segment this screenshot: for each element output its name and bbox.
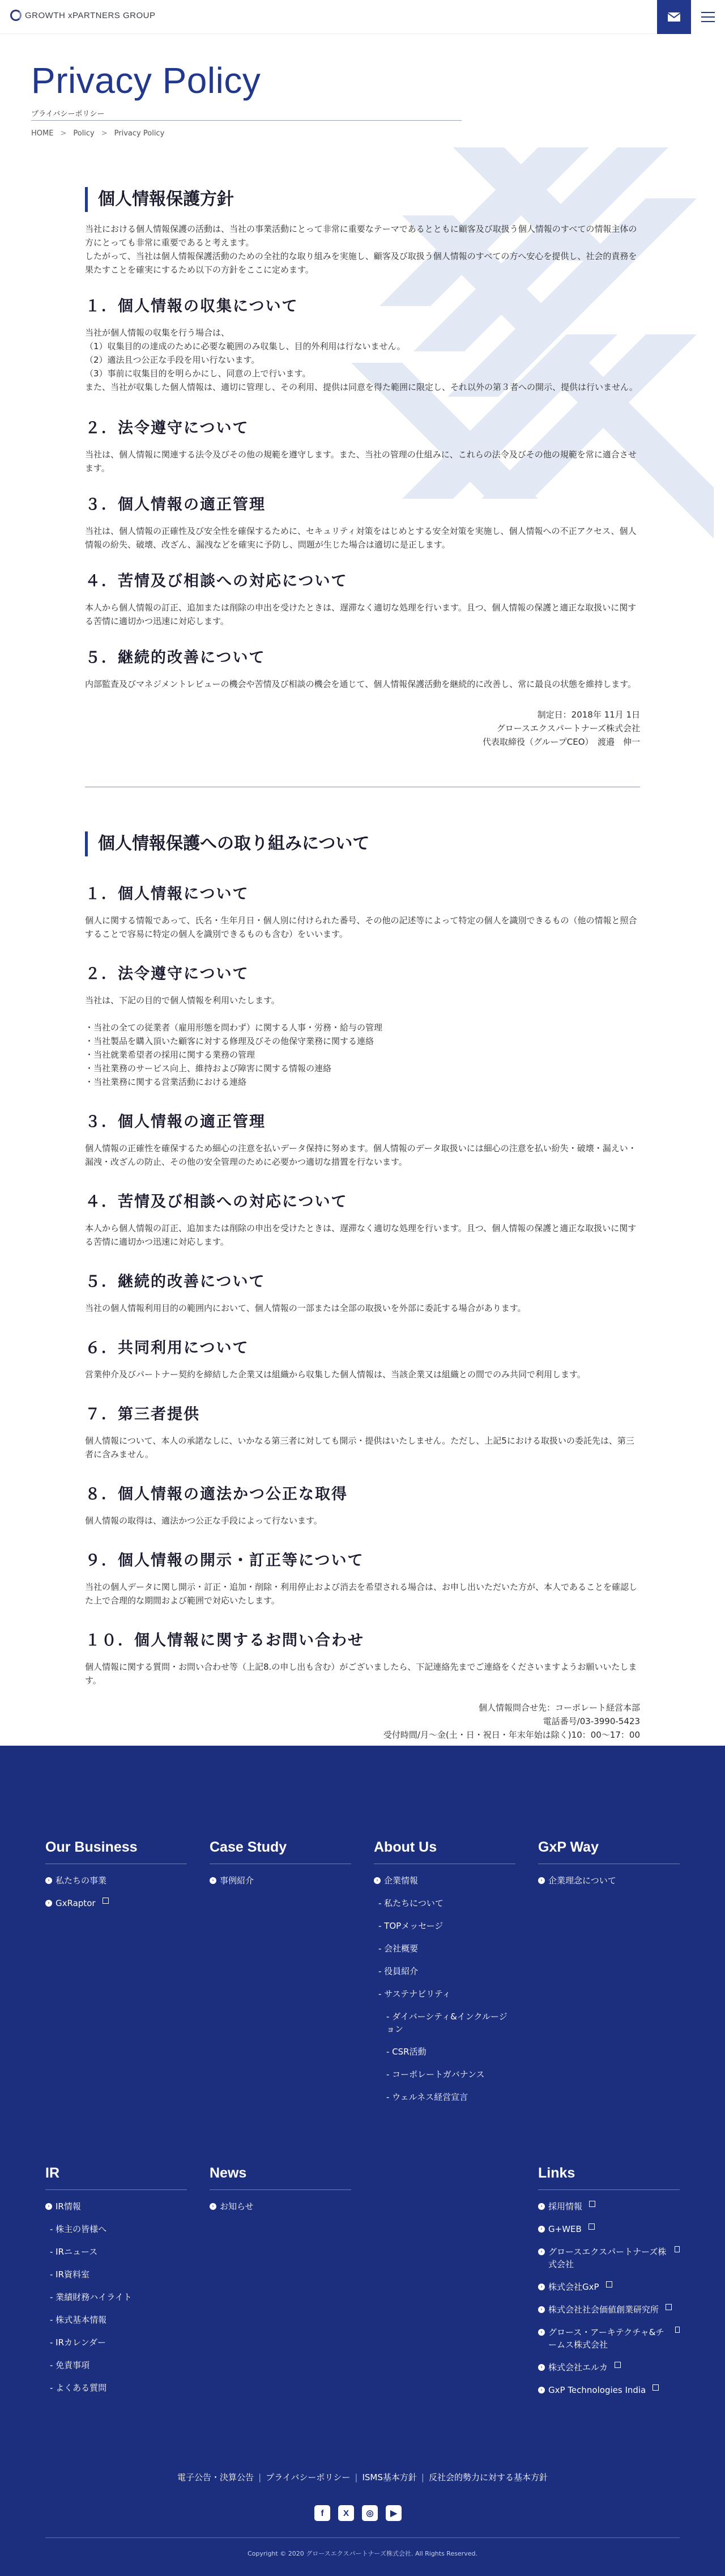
policy-intro bbox=[85, 222, 640, 277]
external-link-icon bbox=[606, 2281, 612, 2288]
footer-col-title: Our Business bbox=[45, 1839, 187, 1864]
footer-link[interactable] bbox=[45, 1874, 187, 1887]
footer-sublink[interactable]: - IRニュース bbox=[50, 2247, 98, 2257]
established-date: 制定日：2018年 11月 1日 bbox=[537, 710, 640, 720]
footer-link[interactable] bbox=[538, 2384, 680, 2396]
footer-link-label: 私たちの事業 bbox=[56, 1875, 107, 1886]
external-link-icon bbox=[588, 2223, 595, 2230]
section-body: 本人から個人情報の訂正、追加または削除の申出を受けたときは、遅滞なく適切な処理を行います。且つ、個人情報の保護と適正な取扱いに関する苦情に適切かつ迅速に対応します。 bbox=[85, 1223, 637, 1247]
footer-link[interactable] bbox=[538, 2281, 680, 2293]
arrow-icon: › bbox=[538, 2226, 545, 2233]
body-line: （1）収集目的の達成のために必要な範囲のみ収集し、目的外利用は行ないません。 bbox=[85, 341, 406, 351]
breadcrumb-current: Privacy Policy bbox=[114, 129, 165, 138]
arrow-icon: › bbox=[538, 2248, 545, 2255]
footer-sublink[interactable]: - 業績財務ハイライト bbox=[50, 2292, 132, 2302]
footer-link-label: IR情報 bbox=[56, 2201, 81, 2212]
section-title: ３．個人情報の適正管理 bbox=[85, 496, 266, 513]
external-link-icon bbox=[666, 2304, 672, 2310]
privacy-efforts-section bbox=[85, 831, 640, 1742]
section-body bbox=[85, 326, 640, 394]
footer-bottom-links bbox=[0, 2471, 725, 2483]
footer-col-business bbox=[45, 1839, 187, 1920]
footer-bottom-link[interactable]: プライバシーポリシー bbox=[266, 2472, 351, 2482]
footer-col-title: Case Study bbox=[210, 1839, 351, 1864]
title-divider bbox=[31, 120, 462, 121]
arrow-icon: › bbox=[210, 1877, 216, 1884]
section-title: ５．継続的改善について bbox=[85, 649, 266, 667]
footer-col-news bbox=[210, 2165, 351, 2223]
section-title: ８．個人情報の適法かつ公正な取得 bbox=[85, 1486, 348, 1503]
intro-paragraph: したがって、当社は個人情報保護活動のための全社的な取り組みを実施し、顧客及び取扱う個人情報のすべての方へ安心を提供し、社会的責務を果たすことを確実にするため以下の方針をここに定めます。 bbox=[85, 251, 637, 275]
arrow-icon: › bbox=[538, 2203, 545, 2210]
section-body: 本人から個人情報の訂正、追加または削除の申出を受けたときは、遅滞なく適切な処理を行います。且つ、個人情報の保護と適正な取扱いに関する苦情に適切かつ迅速に対応します。 bbox=[85, 602, 637, 626]
section-body: 当社は、個人情報の正確性及び安全性を確保するために、セキュリティ対策をはじめとする安全対策を実施し、個人情報への不正アクセス、個人情報の紛失、破壊、改ざん、漏洩などを確実に予防し、問題が生じた場合は適切に是正します。 bbox=[85, 526, 637, 550]
footer-sublink[interactable]: - 会社概要 bbox=[378, 1943, 419, 1954]
breadcrumb-separator: > bbox=[101, 129, 108, 138]
contact-phone: 電話番号/03-3990-5423 bbox=[543, 1716, 640, 1726]
section-body: 個人情報の正確性を確保するため細心の注意を払いデータ保持に努めます。個人情報のデータ取扱いには細心の注意を払い紛失・破壊・漏えい・漏洩・改ざんの防止、その他の安全管理のために必要かつ適切な措置を行ないます。 bbox=[85, 1143, 637, 1167]
footer-link-label: 企業理念について bbox=[548, 1875, 616, 1886]
section-body: 当社は、個人情報に関連する法令及びその他の規範を遵守します。また、当社の管理の仕組みに、これらの法令及びその他の規範を常に適合させます。 bbox=[85, 449, 637, 473]
section-body bbox=[85, 994, 640, 1089]
body-line: 当社が個人情報の収集を行う場合は、 bbox=[85, 328, 230, 338]
link-separator: | bbox=[258, 2472, 262, 2482]
footer-col-title: About Us bbox=[374, 1839, 515, 1864]
section-body: 当社の個人データに関し開示・訂正・追加・削除・利用停止および消去を希望される場合は、お申し出いただいた方が、本人であることを確認した上で合理的な期間および範囲で対応いたします。 bbox=[85, 1582, 638, 1606]
intro-paragraph: 当社における個人情報保護の活動は、当社の事業活動にとって非常に重要なテーマであるとともに顧客及び取扱う個人情報のすべての情報主体の方にとっても非常に重要であると考えます。 bbox=[85, 224, 637, 248]
breadcrumb-separator: > bbox=[60, 129, 67, 138]
contact-department: 個人情報問合せ先：コーポレート経営本部 bbox=[478, 1703, 640, 1713]
social-links bbox=[314, 2505, 402, 2521]
arrow-icon: › bbox=[538, 2387, 545, 2393]
site-footer bbox=[0, 1746, 725, 2576]
footer-link-label: お知らせ bbox=[220, 2201, 254, 2212]
logo-text: GROWTH xPARTNERS GROUP bbox=[25, 10, 156, 20]
section-body: 個人に関する情報であって、氏名・生年月日・個人別に付けられた番号、その他の記述等によって特定の個人を識別できるもの（他の情報と照合することで容易に特定の個人を識別できるものも含む）をいいます。 bbox=[85, 915, 637, 939]
footer-sublink[interactable]: - サステナビリティ bbox=[378, 1989, 451, 1999]
footer-sublink[interactable]: - 株式基本情報 bbox=[50, 2315, 107, 2325]
footer-link-label: GxRaptor bbox=[56, 1898, 96, 1908]
section-title: ６．共同利用について bbox=[85, 1339, 249, 1357]
section-title: ４．苦情及び相談への対応について bbox=[85, 572, 348, 590]
breadcrumb bbox=[31, 129, 164, 138]
body-line: 当社は、下記の目的で個人情報を利用いたします。 bbox=[85, 995, 280, 1005]
footer-link[interactable] bbox=[538, 2246, 680, 2271]
page-title: Privacy Policy bbox=[31, 60, 261, 101]
logo[interactable] bbox=[10, 10, 155, 21]
footer-sublink[interactable]: - TOPメッセージ bbox=[378, 1921, 443, 1931]
hamburger-icon bbox=[701, 12, 715, 22]
body-line: また、当社が収集した個人情報は、適切に管理し、その利用、提供は同意を得た範囲に限定し、それ以外の第３者への開示、提供は行いません。 bbox=[85, 382, 638, 392]
footer-col-title: News bbox=[210, 2165, 351, 2190]
footer-sublink[interactable]: - 私たちについて bbox=[378, 1898, 443, 1908]
footer-sublink[interactable]: - IR資料室 bbox=[50, 2269, 90, 2280]
facebook-icon[interactable]: f bbox=[314, 2505, 330, 2521]
section-title: ５．継続的改善について bbox=[85, 1273, 266, 1291]
section-heading: 個人情報保護への取り組みについて bbox=[85, 831, 640, 856]
footer-bottom-link[interactable]: ISMS基本方針 bbox=[362, 2472, 417, 2482]
signature-block bbox=[85, 708, 640, 749]
arrow-icon: › bbox=[45, 1900, 52, 1907]
arrow-icon: › bbox=[538, 2364, 545, 2371]
footer-sublink[interactable]: - よくある質問 bbox=[50, 2383, 107, 2393]
external-link-icon bbox=[675, 2246, 680, 2252]
privacy-policy-section bbox=[85, 187, 640, 749]
footer-link[interactable] bbox=[538, 2200, 680, 2213]
footer-link-label: 株式会社GxP bbox=[548, 2282, 599, 2292]
footer-link[interactable] bbox=[210, 1874, 351, 1887]
external-link-icon bbox=[652, 2384, 659, 2391]
footer-link[interactable] bbox=[538, 2223, 680, 2235]
footer-link[interactable] bbox=[538, 1874, 680, 1887]
footer-link-label: G+WEB bbox=[548, 2224, 582, 2234]
section-body: 当社の個人情報利用目的の範囲内において、個人情報の一部または全部の取扱いを外部に委託する場合があります。 bbox=[85, 1303, 526, 1313]
footer-col-gxp-way bbox=[538, 1839, 680, 1897]
section-body: 個人情報に関する質問・お問い合わせ等（上記8.の申し出も含む）がございましたら、下記連絡先までご連絡をくださいますようお願いいたします。 bbox=[85, 1662, 637, 1686]
section-title: １．個人情報の収集について bbox=[85, 298, 298, 315]
section-title: ７．第三者提供 bbox=[85, 1406, 200, 1423]
arrow-icon: › bbox=[538, 2329, 545, 2336]
footer-link-label: 株式会社エルカ bbox=[548, 2362, 608, 2373]
instagram-icon[interactable]: ◎ bbox=[362, 2505, 378, 2521]
section-body: 内部監査及びマネジメントレビューの機会や苦情及び相談の機会を通じて、個人情報保護活動を継続的に改善し、常に最良の状態を維持します。 bbox=[85, 679, 637, 689]
footer-link[interactable] bbox=[210, 2200, 351, 2213]
footer-sublink[interactable]: - ダイバーシティ&インクルージョン bbox=[386, 2011, 508, 2034]
footer-col-title: IR bbox=[45, 2165, 187, 2190]
footer-link[interactable] bbox=[45, 1897, 187, 1909]
footer-link[interactable] bbox=[538, 2326, 680, 2351]
footer-col-about bbox=[374, 1839, 515, 2114]
section-title: １０．個人情報に関するお問い合わせ bbox=[85, 1632, 364, 1649]
footer-col-ir bbox=[45, 2165, 187, 2404]
body-line: （3）事前に収集目的を明らかにし、同意の上で行います。 bbox=[85, 368, 311, 379]
x-icon[interactable]: X bbox=[338, 2505, 354, 2521]
footer-sublink[interactable]: - CSR活動 bbox=[386, 2047, 427, 2057]
body-line: （2）適法且つ公正な手段を用い行ないます。 bbox=[85, 355, 260, 365]
footer-col-title: GxP Way bbox=[538, 1839, 680, 1864]
arrow-icon: › bbox=[538, 2284, 545, 2290]
mail-icon bbox=[668, 12, 680, 22]
list-item: ・当社製品を購入頂いた顧客に対する修理及びその他保守業務に関する連絡 bbox=[85, 1036, 374, 1046]
external-link-icon bbox=[675, 2327, 680, 2333]
list-item: ・当社の全ての従業者（雇用形態を問わず）に関する人事・労務・給与の管理 bbox=[85, 1022, 383, 1033]
footer-sublink[interactable]: - コーポレートガバナンス bbox=[386, 2069, 485, 2080]
arrow-icon: › bbox=[538, 1877, 545, 1884]
footer-sublink[interactable]: - 役員紹介 bbox=[378, 1966, 419, 1976]
footer-link[interactable] bbox=[45, 2200, 187, 2213]
list-item: ・当社就業希望者の採用に関する業務の管理 bbox=[85, 1050, 255, 1060]
breadcrumb-policy[interactable]: Policy bbox=[73, 129, 95, 138]
section-heading: 個人情報保護方針 bbox=[85, 187, 640, 212]
footer-link-label: 事例紹介 bbox=[220, 1875, 254, 1886]
arrow-icon: › bbox=[45, 2203, 52, 2210]
footer-link[interactable] bbox=[538, 2361, 680, 2374]
copyright: Copyright © 2020 グロースエクスパートナーズ株式会社. All Rights Reserved. bbox=[247, 2550, 478, 2557]
arrow-icon: › bbox=[210, 2203, 216, 2210]
section-title: １．個人情報について bbox=[85, 885, 249, 903]
footer-sublink[interactable]: - 株主の皆様へ bbox=[50, 2224, 107, 2234]
footer-link-label: 株式会社社会価値創業研究所 bbox=[548, 2305, 659, 2315]
footer-link-label: 企業情報 bbox=[384, 1875, 419, 1886]
section-body: 個人情報の取得は、適法かつ公正な手段によって行ないます。 bbox=[85, 1516, 322, 1526]
contact-block bbox=[85, 1701, 640, 1742]
footer-col-title: Links bbox=[538, 2165, 680, 2190]
page-subtitle: プライバシーポリシー bbox=[31, 110, 105, 118]
footer-link-label: 採用情報 bbox=[548, 2201, 583, 2212]
footer-link[interactable] bbox=[538, 2303, 680, 2316]
breadcrumb-home[interactable]: HOME bbox=[31, 129, 54, 138]
external-link-icon bbox=[589, 2201, 595, 2207]
section-title: ９．個人情報の開示・訂正等について bbox=[85, 1552, 364, 1569]
section-title: ２．法令遵守について bbox=[85, 419, 249, 437]
menu-button[interactable] bbox=[691, 0, 725, 34]
link-separator: | bbox=[355, 2472, 358, 2482]
youtube-icon[interactable]: ▶ bbox=[386, 2505, 402, 2521]
representative-name: 代表取締役（グループCEO） 渡邉 伸一 bbox=[482, 737, 640, 747]
footer-sublink[interactable]: - ウェルネス経営宣言 bbox=[386, 2092, 468, 2102]
list-item: ・当社業務に関する営業活動における連絡 bbox=[85, 1077, 247, 1087]
external-link-icon bbox=[103, 1898, 109, 1904]
footer-divider bbox=[45, 2537, 680, 2538]
site-header bbox=[0, 0, 725, 34]
footer-sublink[interactable]: - 免責事項 bbox=[50, 2360, 90, 2370]
list-item: ・当社業務のサービス向上、維持および障害に関する情報の連絡 bbox=[85, 1063, 332, 1073]
footer-link-label: グロースエクスパートナーズ株式会社 bbox=[548, 2247, 667, 2269]
body-line bbox=[85, 1007, 640, 1021]
link-separator: | bbox=[421, 2472, 424, 2482]
logo-mark-icon bbox=[10, 10, 22, 21]
section-title: ４．苦情及び相談への対応について bbox=[85, 1193, 348, 1211]
contact-mail-button[interactable] bbox=[657, 0, 691, 34]
section-body: 営業仲介及びパートナー契約を締結した企業又は組織から収集した個人情報は、当該企業又は組織との間でのみ共同で利用します。 bbox=[85, 1369, 586, 1380]
section-title: ３．個人情報の適正管理 bbox=[85, 1113, 266, 1131]
footer-bottom-link[interactable]: 反社会的勢力に対する基本方針 bbox=[428, 2472, 548, 2482]
arrow-icon: › bbox=[374, 1877, 381, 1884]
footer-link-label: グロース・アーキテクチャ&チームス株式会社 bbox=[548, 2327, 664, 2350]
contact-hours: 受付時間/月〜金(土・日・祝日・年末年始は除く)10：00〜17：00 bbox=[383, 1730, 640, 1740]
section-body: 個人情報について、本人の承諾なしに、いかなる第三者に対しても開示・提供はいたしません。ただし、上記5における取扱いの委託先は、第三者に含みません。 bbox=[85, 1436, 634, 1459]
company-name: グロースエクスパートナーズ株式会社 bbox=[496, 723, 640, 733]
footer-link-label: GxP Technologies India bbox=[548, 2385, 646, 2395]
footer-link[interactable] bbox=[374, 1874, 515, 1887]
footer-sublink[interactable]: - IRカレンダー bbox=[50, 2337, 106, 2348]
arrow-icon: › bbox=[45, 1877, 52, 1884]
footer-bottom-link[interactable]: 電子公告・決算公告 bbox=[177, 2472, 254, 2482]
section-title: ２．法令遵守について bbox=[85, 965, 249, 983]
external-link-icon bbox=[615, 2362, 621, 2368]
footer-col-links bbox=[538, 2165, 680, 2407]
footer-col-case-study bbox=[210, 1839, 351, 1897]
arrow-icon: › bbox=[538, 2306, 545, 2313]
